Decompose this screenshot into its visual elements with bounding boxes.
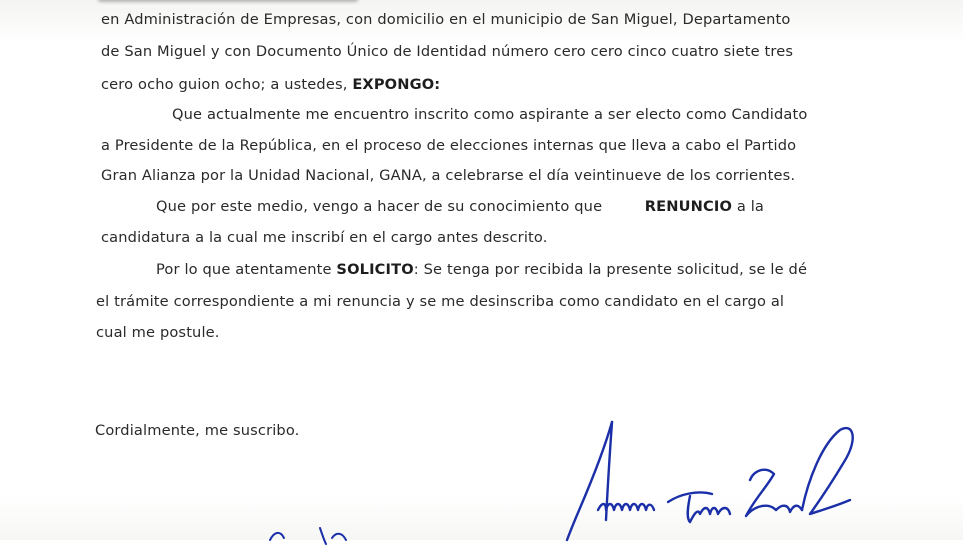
paragraph-line-3 xyxy=(101,75,440,95)
line-3-text: cero ocho guion ocho; a ustedes, xyxy=(101,76,353,93)
solicito-keyword: SOLICITO xyxy=(336,261,414,278)
paragraph-line-1: en Administración de Empresas, con domicilio en el municipio de San Miguel, Departamento xyxy=(101,11,791,28)
renuncio-keyword: RENUNCIO xyxy=(644,198,733,215)
paragraph-line-11: cual me postule. xyxy=(96,324,220,341)
paragraph-line-8: candidatura a la cual me inscribí en el cargo antes descrito. xyxy=(101,229,548,246)
stray-ink-marks xyxy=(260,520,350,545)
paragraph-line-6: Gran Alianza por la Unidad Nacional, GANA, a celebrarse el día veintinueve de los corrientes. xyxy=(101,167,796,184)
closing-line: Cordialmente, me suscribo. xyxy=(95,422,300,439)
paragraph-line-7-end xyxy=(156,197,764,217)
line-7-tail: a la xyxy=(732,198,764,215)
paragraph-line-4: Que actualmente me encuentro inscrito como aspirante a ser electo como Candidato xyxy=(172,106,808,123)
paragraph-line-10: el trámite correspondiente a mi renuncia y se me desinscriba como candidato en el cargo al xyxy=(96,293,785,310)
handwritten-signature xyxy=(540,410,870,545)
redacted-top-text xyxy=(98,0,358,2)
expongo-heading: EXPONGO: xyxy=(352,76,441,93)
paragraph-line-2: de San Miguel y con Documento Único de Identidad número cero cero cinco cuatro siete tres xyxy=(101,43,794,60)
line-7-text: Que por este medio, vengo a hacer de su conocimiento que xyxy=(156,198,603,215)
paragraph-line-9 xyxy=(156,260,807,280)
paragraph-line-5: a Presidente de la República, en el proceso de elecciones internas que lleva a cabo el Partido xyxy=(101,137,797,154)
line-9-text: Por lo que atentamente xyxy=(156,261,337,278)
line-9-tail: : Se tenga por recibida la presente solicitud, se le dé xyxy=(413,261,808,278)
